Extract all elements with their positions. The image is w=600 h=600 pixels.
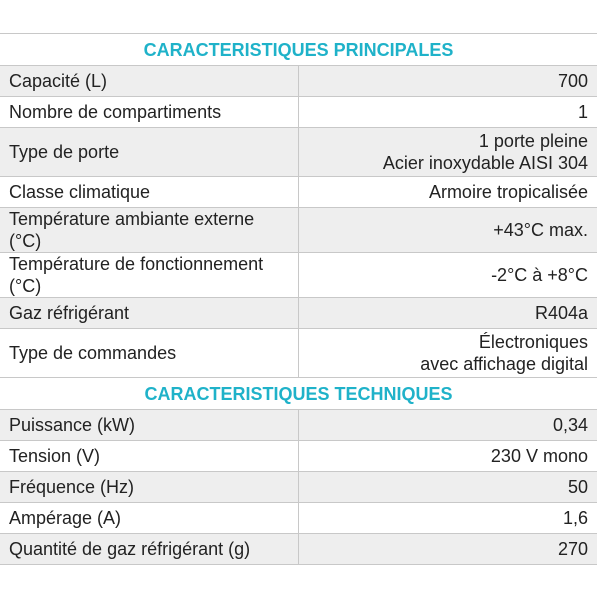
spec-value-line: 1,6 (562, 508, 588, 528)
section-title: CARACTERISTIQUES TECHNIQUES (0, 378, 597, 410)
spec-label: Fréquence (Hz) (0, 472, 299, 503)
spec-value (299, 208, 598, 253)
spec-value (299, 534, 598, 565)
spec-value-line: 0,34 (552, 415, 588, 435)
spec-value-line: -2°C à +8°C (491, 265, 588, 285)
spec-table (0, 33, 597, 565)
spec-row (0, 128, 597, 177)
spec-value-line: 270 (557, 539, 588, 559)
spec-label: Classe climatique (0, 177, 299, 208)
spec-label: Température de fonctionnement (°C) (0, 253, 299, 298)
spec-value (299, 177, 598, 208)
spec-row (0, 441, 597, 472)
spec-value-line: 50 (567, 477, 588, 497)
spec-value (299, 97, 598, 128)
spec-value (299, 329, 598, 378)
spec-value (299, 298, 598, 329)
spec-value-line: R404a (534, 303, 588, 323)
spec-row (0, 472, 597, 503)
spec-value (299, 128, 598, 177)
spec-row (0, 66, 597, 97)
spec-row (0, 177, 597, 208)
spec-label: Nombre de compartiments (0, 97, 299, 128)
spec-row (0, 410, 597, 441)
spec-value-line: 700 (557, 71, 588, 91)
spec-label: Ampérage (A) (0, 503, 299, 534)
spec-value (299, 441, 598, 472)
spec-value (299, 66, 598, 97)
spec-table-body (0, 34, 597, 565)
spec-row (0, 534, 597, 565)
spec-value-line: 1 porte pleine (478, 131, 588, 151)
spec-label: Type de commandes (0, 329, 299, 378)
section-header-row (0, 34, 597, 66)
spec-value-line: +43°C max. (493, 220, 588, 240)
spec-row (0, 298, 597, 329)
spec-value-line: avec affichage digital (420, 354, 588, 374)
spec-row (0, 329, 597, 378)
spec-label: Capacité (L) (0, 66, 299, 97)
spec-label: Type de porte (0, 128, 299, 177)
spec-label: Gaz réfrigérant (0, 298, 299, 329)
spec-label: Quantité de gaz réfrigérant (g) (0, 534, 299, 565)
spec-row (0, 208, 597, 253)
spec-value-line: 230 V mono (490, 446, 588, 466)
section-title: CARACTERISTIQUES PRINCIPALES (0, 34, 597, 66)
spec-label: Température ambiante externe (°C) (0, 208, 299, 253)
spec-value (299, 472, 598, 503)
spec-label: Tension (V) (0, 441, 299, 472)
spec-value (299, 503, 598, 534)
spec-value-line: Armoire tropicalisée (428, 182, 588, 202)
spec-value-line: 1 (577, 102, 588, 122)
spec-value-line: Acier inoxydable AISI 304 (382, 153, 588, 173)
spec-value (299, 410, 598, 441)
spec-value-line: Électroniques (478, 332, 588, 352)
spec-value (299, 253, 598, 298)
spec-row (0, 503, 597, 534)
spec-label: Puissance (kW) (0, 410, 299, 441)
spec-row (0, 253, 597, 298)
section-header-row (0, 378, 597, 410)
spec-row (0, 97, 597, 128)
